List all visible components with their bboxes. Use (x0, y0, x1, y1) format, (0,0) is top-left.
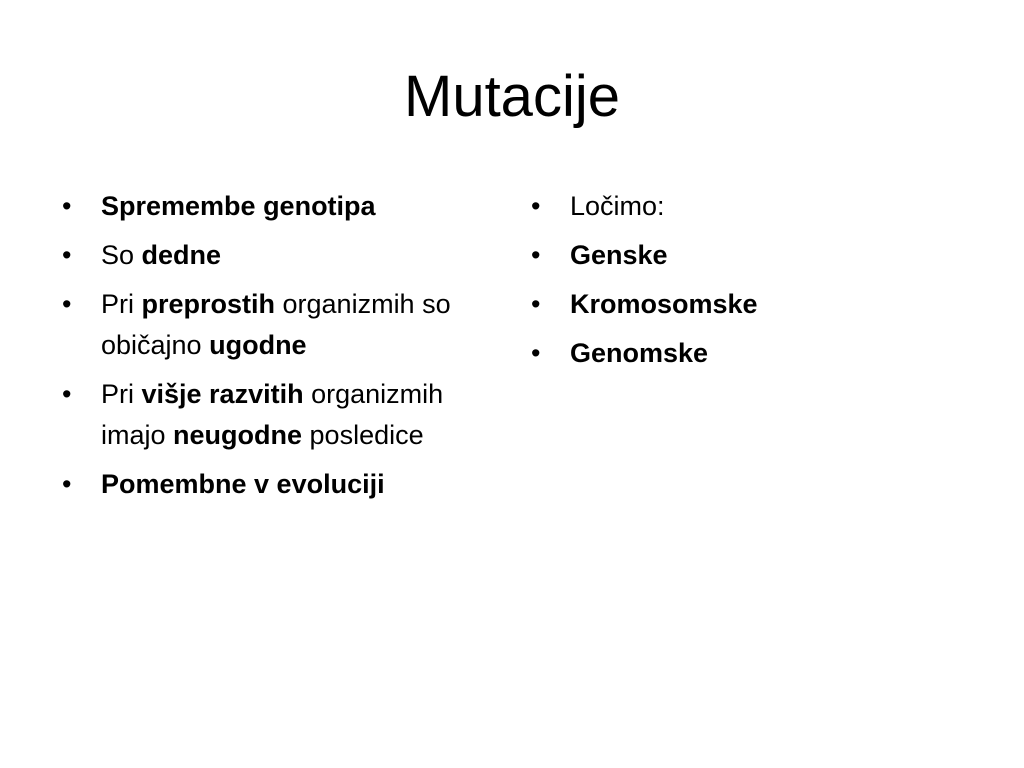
slide-title: Mutacije (404, 64, 620, 129)
list-item (531, 284, 971, 325)
text-segment: neugodne (173, 420, 303, 450)
bullet-icon: • (62, 191, 72, 221)
list-item (62, 464, 482, 505)
text-segment: posledice (302, 420, 424, 450)
list-item (531, 235, 971, 276)
bullet-text (570, 289, 758, 319)
bullet-icon: • (62, 240, 72, 270)
text-segment: Ločimo: (570, 191, 665, 221)
bullet-text (101, 469, 385, 499)
bullet-text (101, 191, 376, 221)
text-segment: Spremembe genotipa (101, 191, 376, 221)
bullet-icon: • (62, 469, 72, 499)
bullet-text (101, 240, 221, 270)
text-segment: Pri (101, 289, 142, 319)
list-item (62, 374, 482, 456)
bullet-text (570, 240, 668, 270)
bullet-text (570, 191, 665, 221)
text-segment: Genske (570, 240, 668, 270)
bullet-text (101, 289, 451, 360)
text-segment: So (101, 240, 142, 270)
right-bullet-list (531, 186, 971, 382)
list-item (62, 186, 482, 227)
text-segment: Genomske (570, 338, 709, 368)
bullet-text (570, 338, 708, 368)
text-segment: Pri (101, 379, 142, 409)
text-segment: organizmih so običajno (101, 289, 451, 360)
text-segment: višje razvitih (141, 379, 304, 409)
text-segment: Kromosomske (570, 289, 758, 319)
bullet-icon: • (531, 191, 541, 221)
bullet-text (101, 379, 443, 450)
bullet-icon: • (531, 338, 541, 368)
text-segment: ugodne (209, 330, 307, 360)
bullet-icon: • (62, 379, 72, 409)
text-segment: Pomembne v evoluciji (101, 469, 385, 499)
list-item (531, 333, 971, 374)
bullet-icon: • (62, 289, 72, 319)
text-segment: organizmih imajo (101, 379, 444, 450)
list-item (62, 284, 482, 366)
text-segment: preprostih (141, 289, 276, 319)
list-item (62, 235, 482, 276)
left-bullet-list (62, 186, 482, 513)
bullet-icon: • (531, 240, 541, 270)
text-segment: dedne (141, 240, 222, 270)
bullet-icon: • (531, 289, 541, 319)
list-item (531, 186, 971, 227)
